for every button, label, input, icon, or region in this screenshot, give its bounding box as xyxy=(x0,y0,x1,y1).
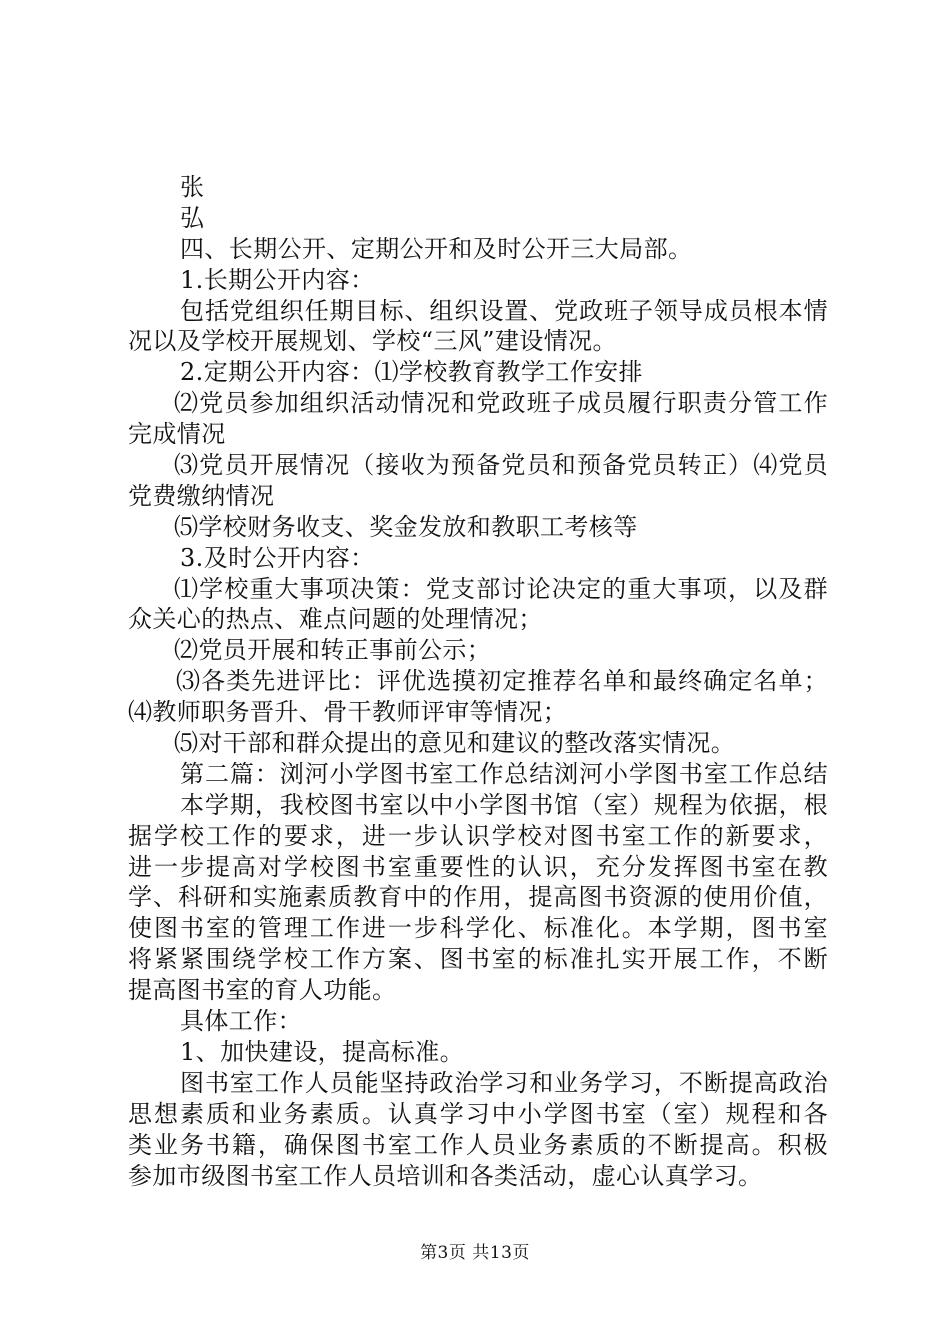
text-line: 将紧紧围绕学校工作方案、图书室的标准扎实开展工作，不断 xyxy=(128,945,828,974)
text-line: 1.长期公开内容： xyxy=(180,265,375,294)
text-line: 参加市级图书室工作人员培训和各类活动，虚心认真学习。 xyxy=(128,1161,763,1190)
text-line: ⑶党员开展情况（接收为预备党员和预备党员转正）⑷党员 xyxy=(174,451,828,480)
text-line: ⑸对干部和群众提出的意见和建议的整改落实情况。 xyxy=(174,729,736,758)
text-line: 2.定期公开内容：⑴学校教育教学工作安排 xyxy=(180,358,643,387)
text-line: 3.及时公开内容： xyxy=(180,543,375,572)
text-line: 完成情况 xyxy=(128,420,226,449)
text-line: 况以及学校开展规划、学校“三风”建设情况。 xyxy=(128,327,617,356)
text-line: 提高图书室的育人功能。 xyxy=(128,976,397,1005)
text-line: 党费缴纳情况 xyxy=(128,481,275,510)
text-line: 进一步提高对学校图书室重要性的认识，充分发挥图书室在教 xyxy=(128,852,828,881)
text-line: ⑴学校重大事项决策：党支部讨论决定的重大事项，以及群 xyxy=(174,574,828,603)
text-line: 图书室工作人员能坚持政治学习和业务学习，不断提高政治 xyxy=(180,1068,828,1097)
text-line: 本学期，我校图书室以中小学图书馆（室）规程为依据，根 xyxy=(180,790,828,819)
text-line: ⑷教师职务晋升、骨干教师评审等情况； xyxy=(128,698,568,727)
text-line: 1、加快建设，提高标准。 xyxy=(180,1037,465,1066)
text-line: 包括党组织任期目标、组织设置、党政班子领导成员根本情 xyxy=(180,296,828,325)
text-line: 思想素质和业务素质。认真学习中小学图书室（室）规程和各 xyxy=(128,1099,828,1128)
document-body xyxy=(128,172,828,1191)
text-line: 类业务书籍，确保图书室工作人员业务素质的不断提高。积极 xyxy=(128,1130,828,1159)
section-heading: 四、长期公开、定期公开和及时公开三大局部。 xyxy=(180,234,693,263)
text-line: 弘 xyxy=(180,203,205,232)
text-line: 学、科研和实施素质教育中的作用，提高图书资源的使用价值， xyxy=(128,883,828,912)
text-line: ⑵党员参加组织活动情况和党政班子成员履行职责分管工作 xyxy=(174,389,828,418)
page-number: 第3页 共13页 xyxy=(420,1243,530,1263)
text-line: 据学校工作的要求，进一步认识学校对图书室工作的新要求， xyxy=(128,821,828,850)
text-line: ⑶各类先进评比：评优选摸初定推荐名单和最终确定名单； xyxy=(176,667,828,696)
section-heading: 第二篇：浏河小学图书室工作总结浏河小学图书室工作总结 xyxy=(180,759,828,788)
text-line: ⑸学校财务收支、奖金发放和教职工考核等 xyxy=(174,512,638,541)
text-line: ⑵党员开展和转正事前公示； xyxy=(174,636,492,665)
text-line: 使图书室的管理工作进一步科学化、标准化。本学期，图书室 xyxy=(128,914,828,943)
text-line: 具体工作： xyxy=(180,1007,302,1036)
text-line: 张 xyxy=(180,173,205,201)
page-footer xyxy=(0,1242,950,1264)
text-line: 众关心的热点、难点问题的处理情况； xyxy=(128,605,543,634)
